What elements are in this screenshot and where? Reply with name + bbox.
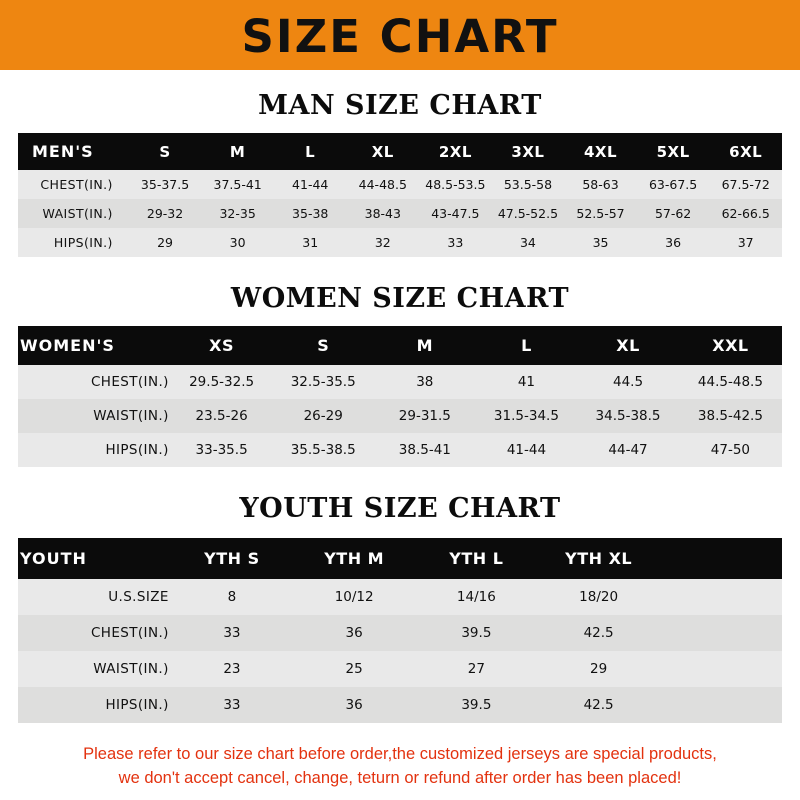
- table-man-size: [18, 133, 782, 257]
- section-title-women: WOMEN SIZE CHART: [230, 283, 570, 314]
- table-cell: 27: [415, 651, 537, 687]
- table-cell: 58-63: [564, 170, 637, 199]
- table-row: [18, 615, 782, 651]
- column-header: YTH XL: [538, 538, 660, 579]
- table-cell: 38-43: [347, 199, 420, 228]
- table-cell: 14/16: [415, 579, 537, 615]
- table-cell: 44-48.5: [347, 170, 420, 199]
- table-row: [18, 228, 782, 257]
- table-cell: 35-38: [274, 199, 347, 228]
- table-cell: 10/12: [293, 579, 415, 615]
- row-label: HIPS(IN.): [18, 433, 171, 467]
- table-cell: 35-37.5: [129, 170, 202, 199]
- column-header: 4XL: [564, 133, 637, 170]
- column-header: YTH M: [293, 538, 415, 579]
- table-cell: 67.5-72: [709, 170, 782, 199]
- table-youth-size: [18, 538, 782, 723]
- disclaimer-line-1: Please refer to our size chart before order,the customized jerseys are special products,: [83, 745, 717, 763]
- column-header: MEN'S: [18, 133, 129, 170]
- table-cell: 31: [274, 228, 347, 257]
- table-cell: 42.5: [538, 687, 660, 723]
- table-cell: 47.5-52.5: [492, 199, 565, 228]
- table-cell: 35.5-38.5: [272, 433, 374, 467]
- row-label: CHEST(IN.): [18, 365, 171, 399]
- table-cell-empty: [660, 579, 782, 615]
- column-header: WOMEN'S: [18, 326, 171, 365]
- table-cell: 29: [129, 228, 202, 257]
- column-header: M: [201, 133, 274, 170]
- table-cell: 41-44: [476, 433, 578, 467]
- table-cell: 52.5-57: [564, 199, 637, 228]
- table-women-size: [18, 326, 782, 467]
- table-cell: 8: [171, 579, 293, 615]
- table-row: [18, 433, 782, 467]
- table-cell: 23: [171, 651, 293, 687]
- section-women-size-chart: [0, 283, 800, 467]
- table-cell: 43-47.5: [419, 199, 492, 228]
- column-header: YTH L: [415, 538, 537, 579]
- column-header: 2XL: [419, 133, 492, 170]
- table-cell: 38: [374, 365, 476, 399]
- table-cell: 39.5: [415, 615, 537, 651]
- section-title-man: MAN SIZE CHART: [258, 90, 542, 121]
- column-header: 3XL: [492, 133, 565, 170]
- column-header: YTH S: [171, 538, 293, 579]
- table-cell: 38.5-41: [374, 433, 476, 467]
- column-header: XL: [577, 326, 679, 365]
- disclaimer-line-2: we don't accept cancel, change, teturn or refund after order has been placed!: [118, 768, 682, 787]
- table-cell: 36: [637, 228, 710, 257]
- column-header: L: [274, 133, 347, 170]
- table-cell: 29-32: [129, 199, 202, 228]
- row-label: WAIST(IN.): [18, 199, 129, 228]
- table-cell: 38.5-42.5: [679, 399, 782, 433]
- table-cell-empty: [660, 687, 782, 723]
- page-banner: [0, 0, 800, 70]
- column-header: S: [129, 133, 202, 170]
- table-row: [18, 399, 782, 433]
- table-cell: 41: [476, 365, 578, 399]
- column-header: M: [374, 326, 476, 365]
- table-cell: 47-50: [679, 433, 782, 467]
- table-cell: 34: [492, 228, 565, 257]
- column-header: L: [476, 326, 578, 365]
- column-header: XL: [347, 133, 420, 170]
- table-cell-empty: [660, 651, 782, 687]
- column-header: 5XL: [637, 133, 710, 170]
- table-cell: 29.5-32.5: [171, 365, 273, 399]
- table-cell: 32: [347, 228, 420, 257]
- table-row: [18, 687, 782, 723]
- table-header-row: [18, 538, 782, 579]
- row-label: HIPS(IN.): [18, 228, 129, 257]
- table-cell: 37: [709, 228, 782, 257]
- column-header: YOUTH: [18, 538, 171, 579]
- table-cell: 33-35.5: [171, 433, 273, 467]
- table-cell: 48.5-53.5: [419, 170, 492, 199]
- row-label: U.S.SIZE: [18, 579, 171, 615]
- table-cell: 57-62: [637, 199, 710, 228]
- table-cell: 37.5-41: [201, 170, 274, 199]
- column-header-empty: [660, 538, 782, 579]
- table-row: [18, 579, 782, 615]
- table-cell: 62-66.5: [709, 199, 782, 228]
- table-row: [18, 199, 782, 228]
- row-label: WAIST(IN.): [18, 399, 171, 433]
- table-cell-empty: [660, 615, 782, 651]
- table-header-row: [18, 133, 782, 170]
- table-cell: 30: [201, 228, 274, 257]
- table-row: [18, 170, 782, 199]
- table-cell: 63-67.5: [637, 170, 710, 199]
- table-cell: 26-29: [272, 399, 374, 433]
- table-cell: 33: [171, 687, 293, 723]
- table-cell: 42.5: [538, 615, 660, 651]
- table-cell: 29: [538, 651, 660, 687]
- column-header: S: [272, 326, 374, 365]
- table-cell: 32-35: [201, 199, 274, 228]
- table-cell: 32.5-35.5: [272, 365, 374, 399]
- table-cell: 53.5-58: [492, 170, 565, 199]
- table-row: [18, 651, 782, 687]
- disclaimer-note: [18, 743, 782, 791]
- table-cell: 23.5-26: [171, 399, 273, 433]
- table-cell: 34.5-38.5: [577, 399, 679, 433]
- row-label: HIPS(IN.): [18, 687, 171, 723]
- section-man-size-chart: [0, 90, 800, 257]
- table-cell: 44.5-48.5: [679, 365, 782, 399]
- table-cell: 39.5: [415, 687, 537, 723]
- table-header-row: [18, 326, 782, 365]
- column-header: XXL: [679, 326, 782, 365]
- table-row: [18, 365, 782, 399]
- table-cell: 35: [564, 228, 637, 257]
- table-cell: 36: [293, 615, 415, 651]
- table-cell: 36: [293, 687, 415, 723]
- table-cell: 44-47: [577, 433, 679, 467]
- table-cell: 44.5: [577, 365, 679, 399]
- section-youth-size-chart: [0, 493, 800, 723]
- table-cell: 33: [171, 615, 293, 651]
- column-header: XS: [171, 326, 273, 365]
- table-cell: 25: [293, 651, 415, 687]
- row-label: WAIST(IN.): [18, 651, 171, 687]
- row-label: CHEST(IN.): [18, 615, 171, 651]
- column-header: 6XL: [709, 133, 782, 170]
- table-cell: 18/20: [538, 579, 660, 615]
- section-title-youth: YOUTH SIZE CHART: [239, 493, 561, 524]
- table-cell: 33: [419, 228, 492, 257]
- page-title: SIZE CHART: [241, 9, 559, 63]
- table-cell: 29-31.5: [374, 399, 476, 433]
- row-label: CHEST(IN.): [18, 170, 129, 199]
- table-cell: 31.5-34.5: [476, 399, 578, 433]
- table-cell: 41-44: [274, 170, 347, 199]
